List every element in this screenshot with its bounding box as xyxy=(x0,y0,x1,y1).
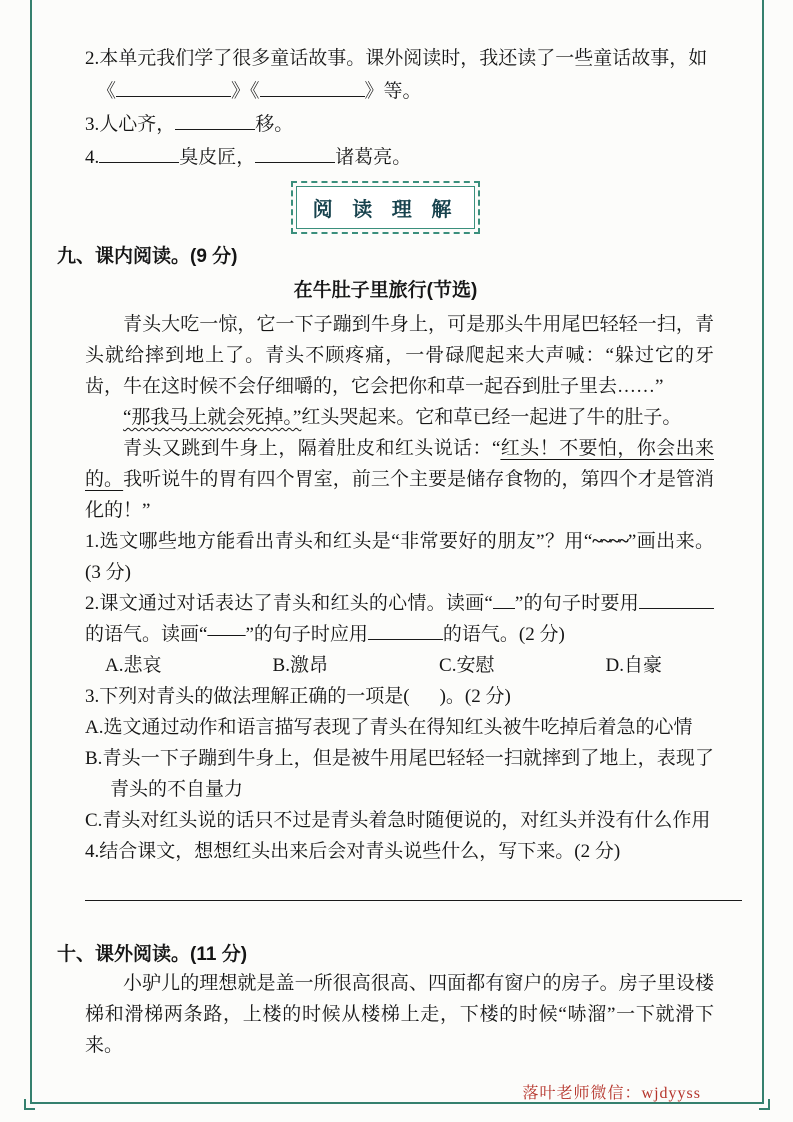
question-text: ”画出来。(3 分) xyxy=(85,531,714,583)
answer-blank xyxy=(116,79,231,97)
option-d: D.自豪 xyxy=(605,655,662,676)
answer-blank xyxy=(255,145,335,163)
question-3 xyxy=(85,681,714,712)
passage-body xyxy=(85,309,714,526)
section-stamp-wrap xyxy=(57,186,714,229)
teacher-wechat-watermark: 落叶老师微信：wjdyyss xyxy=(522,1085,701,1102)
question-1 xyxy=(85,526,714,588)
question-2 xyxy=(85,588,714,650)
answer-write-line xyxy=(85,873,742,901)
option-a: A.选文通过动作和语言描写表现了青头在得知红头被牛吃掉后着急的心情 xyxy=(85,717,693,738)
question-text: 1.选文哪些地方能看出青头和红头是“非常要好的朋友”？用“ xyxy=(85,531,593,552)
option-c: C.安慰 xyxy=(439,655,495,676)
solid-underlined-sentence: 红头！不要怕，你会出来的。 xyxy=(85,438,714,490)
question-text: 2.课文通过对话表达了青头和红头的心情。读画“ xyxy=(85,593,493,614)
answer-blank xyxy=(368,622,443,640)
paragraph-text: 红头哭起来。它和草已经一起进了牛的肚子。 xyxy=(301,407,682,428)
question-text: 移。 xyxy=(255,114,294,135)
passage-paragraph-1 xyxy=(85,309,714,402)
wavy-underlined-sentence: “那我马上就会死掉。” xyxy=(123,407,302,428)
answer-blank xyxy=(260,79,365,97)
wavy-line-mark: ~~~~ xyxy=(592,531,628,552)
option-b: B.激昂 xyxy=(272,655,328,676)
question-4: 4.结合课文，想想红头出来后会对青头说些什么，写下来。(2 分) xyxy=(85,841,621,862)
page-border-right xyxy=(762,0,764,1104)
page-content xyxy=(57,42,714,1061)
paragraph-text: 我听说牛的胃有四个胃室，前三个主要是储存食物的，第四个才是管消化的！” xyxy=(85,469,714,521)
bracket-text: 》《 xyxy=(231,81,260,102)
question-text: ”的句子时要用 xyxy=(514,593,639,614)
section-10-passage: 小驴儿的理想就是盖一所很高很高、四面都有窗户的房子。房子里设楼梯和滑梯两条路，上楼的时候从楼梯上走，下楼的时候“哧溜”一下就滑下来。 xyxy=(85,973,714,1056)
passage-title: 在牛肚子里旅行(节选) xyxy=(293,280,478,301)
question-text: 3.下列对青头的做法理解正确的一项是( xyxy=(85,686,410,707)
question-text: 4. xyxy=(85,147,100,168)
question-text: ”的句子时应用 xyxy=(245,624,368,645)
page-border-corner-right xyxy=(759,1099,770,1110)
answer-blank xyxy=(639,591,714,609)
section-9-header: 九、课内阅读。(9 分) xyxy=(57,246,238,267)
bracket-text: 》等。 xyxy=(364,81,422,102)
section-gap xyxy=(57,901,714,929)
paragraph-text: 青头大吃一惊，它一下子蹦到牛身上，可是那头牛用尾巴轻轻一扫，青头就给摔到地上了。青头不顾疼痛，一骨碌爬起来大声喊：“躲过它的牙齿，牛在这时候不会仔细嚼的，它会把你和草一起吞到肚子里去……” xyxy=(85,314,714,397)
paragraph-text: 青头又跳到牛身上，隔着肚皮和红头说话：“ xyxy=(123,438,501,459)
section-stamp-reading-comprehension: 阅 读 理 解 xyxy=(296,186,476,229)
answer-blank xyxy=(175,112,255,130)
fill-in-questions xyxy=(85,42,714,174)
section-10-header: 十、课外阅读。(11 分) xyxy=(57,944,248,965)
passage-paragraph-2 xyxy=(85,402,714,433)
question-text: 的语气。(2 分) xyxy=(442,624,565,645)
choice-blank xyxy=(410,698,440,702)
question-text: 的语气。读画“ xyxy=(85,624,208,645)
option-c: C.青头对红头说的话只不过是青头着急时随便说的，对红头并没有什么作用 xyxy=(85,810,711,831)
question-3-options xyxy=(57,712,714,836)
fill-in-question-2 xyxy=(85,42,714,75)
passage-paragraph-3 xyxy=(85,433,714,526)
question-text: 臭皮匠， xyxy=(179,147,256,168)
fill-in-question-2-blanks xyxy=(85,75,714,108)
dash-mark: —— xyxy=(207,624,246,645)
answer-blank xyxy=(99,145,179,163)
question-text: 2.本单元我们学了很多童话故事。课外阅读时，我还读了一些童话故事，如 xyxy=(85,48,708,69)
question-2-options xyxy=(105,650,662,681)
question-text: 3.人心齐， xyxy=(85,114,176,135)
page-border-corner-left xyxy=(24,1099,35,1110)
option-a: A.悲哀 xyxy=(105,655,162,676)
page-border-left xyxy=(30,0,32,1104)
question-text: 诸葛亮。 xyxy=(335,147,412,168)
bracket-text: 《 xyxy=(97,81,117,102)
fill-in-question-4 xyxy=(85,141,714,174)
fill-in-question-3 xyxy=(85,108,714,141)
option-b: B.青头一下子蹦到牛身上，但是被牛用尾巴轻轻一扫就摔到了地上，表现了青头的不自量力 xyxy=(85,748,714,800)
line-type-mark xyxy=(493,591,515,609)
question-text: )。(2 分) xyxy=(439,686,511,707)
